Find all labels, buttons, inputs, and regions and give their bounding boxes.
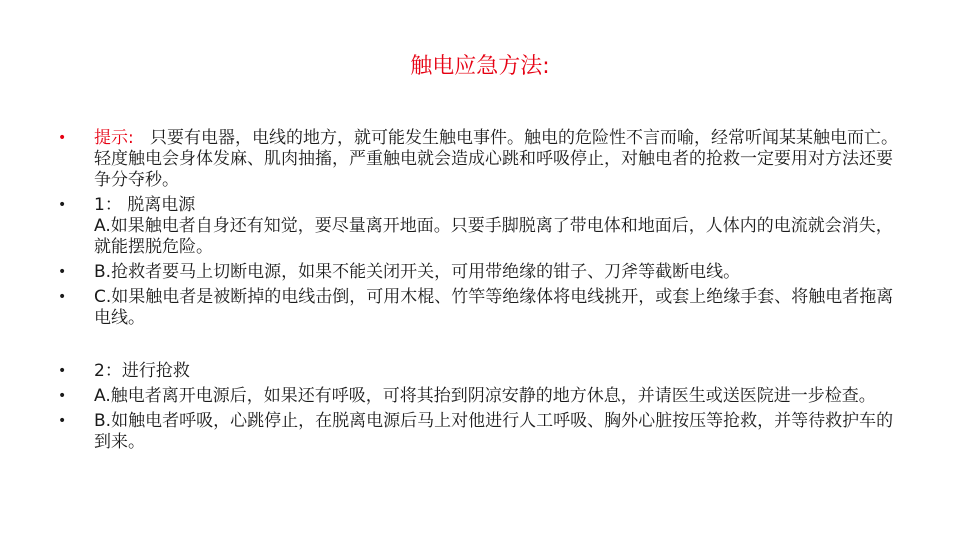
spacer xyxy=(58,333,908,361)
list-item xyxy=(58,262,908,283)
section-heading: 2：进行抢救 xyxy=(94,361,190,381)
item-text: A.触电者离开电源后，如果还有呼吸，可将其抬到阴凉安静的地方休息，并请医生或送医院进一步检查。 xyxy=(94,386,876,406)
item-text: B.抢救者要马上切断电源，如果不能关闭开关，可用带绝缘的钳子、刀斧等截断电线。 xyxy=(94,262,741,282)
bullet-list xyxy=(58,128,908,457)
section-heading: 1： 脱离电源 xyxy=(94,195,196,215)
bullet-icon: • xyxy=(58,289,67,305)
bullet-icon: • xyxy=(58,264,67,280)
item-text: B.如触电者呼吸，心跳停止，在脱离电源后马上对他进行人工呼吸、胸外心脏按压等抢救，并等待救护车的到来。 xyxy=(94,411,894,452)
bullet-icon: • xyxy=(58,130,67,146)
hint-text: 只要有电器，电线的地方，就可能发生触电事件。触电的危险性不言而喻，经常听闻某某触电而亡。轻度触电会身体发麻、肌肉抽搐，严重触电就会造成心跳和呼吸停止，对触电者的抢救一定要用对方法还要争分夺秒。 xyxy=(94,128,898,190)
bullet-icon: • xyxy=(58,197,67,213)
slide-title: 触电应急方法: xyxy=(410,54,550,79)
list-item xyxy=(58,287,908,329)
bullet-icon: • xyxy=(58,388,67,404)
item-text: C.如果触电者是被断掉的电线击倒，可用木棍、竹竿等绝缘体将电线挑开，或套上绝缘手套、将触电者拖离电线。 xyxy=(94,287,894,328)
list-item xyxy=(58,411,908,453)
hint-label: 提示: xyxy=(94,128,134,148)
list-item-hint xyxy=(58,128,908,191)
list-item-section-2 xyxy=(58,361,908,382)
list-item-section-1 xyxy=(58,195,908,258)
bullet-icon: • xyxy=(58,413,67,429)
bullet-icon: • xyxy=(58,363,67,379)
list-item xyxy=(58,386,908,407)
section-text: A.如果触电者自身还有知觉，要尽量离开地面。只要手脚脱离了带电体和地面后，人体内的电流就会消失，就能摆脱危险。 xyxy=(94,216,893,257)
